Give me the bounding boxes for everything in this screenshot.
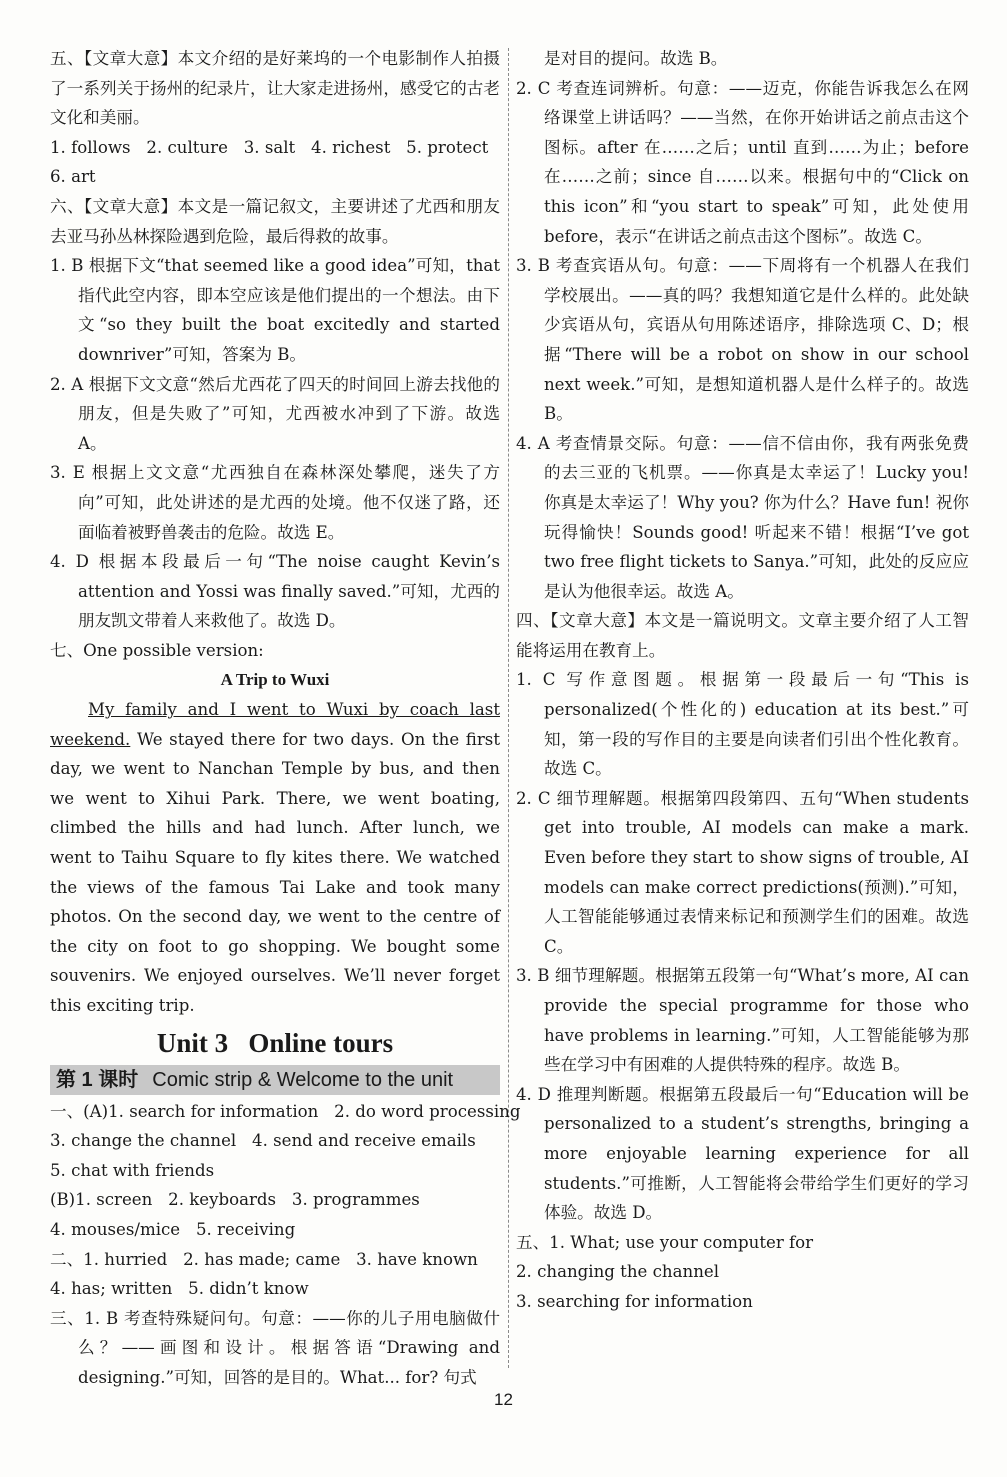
section-5-answers-2: 6. art: [50, 167, 96, 187]
left-column: [50, 44, 521, 1393]
essay-rest: We stayed there for two days. On the first day, we went to Nanchan Temple by bus, and then we went to Xihui Park. There, we went boating, climbed the hills and had lunch. After lunch, we went to Taihu Square to fly kites there. We watched the views of the famous Tai Lake and took many photos. On the second day, we went to the centre of the city on foot to go shopping. We bought some souvenirs. We enjoyed ourselves. We’ll never forget this exciting trip.: [50, 729, 500, 1015]
section-5-answers: 1. follows 2. culture 3. salt 4. richest 5. protect: [50, 137, 489, 157]
q2-line-2: 4. has; written 5. didn’t know: [50, 1279, 309, 1299]
right-column: [516, 44, 969, 1317]
section-6-q1: 1. B 根据下文“that seemed like a good idea”可知，that 指代此空内容，即本空应该是他们提出的一个想法。由下文“so they built the boat excitedly and started downriver”可知，答案为 B。: [50, 256, 500, 364]
q1-line-1: 一、(A)1. search for information 2. do word processing: [50, 1101, 521, 1121]
essay-body: [50, 695, 500, 1021]
q1-line-5: 4. mouses/mice 5. receiving: [50, 1219, 296, 1239]
q4-summary: 四、【文章大意】本文是一篇说明文。文章主要介绍了人工智能将运用在教育上。: [516, 611, 969, 660]
section-6-q3: 3. E 根据上文文意“尤西独自在森林深处攀爬，迷失了方向”可知，此处讲述的是尤西的处境。他不仅迷了路，还面临着被野兽袭击的危险。故选 E。: [50, 463, 500, 542]
q3-4: 4. A 考查情景交际。句意：——信不信由你，我有两张免费的去三亚的飞机票。——你真是太幸运了！Lucky you! 你真是太幸运了！Why you? 你为什么？Have fun! 祝你玩得愉快！Sounds good! 听起来不错！根据“I’ve got two free flight tickets to Sanya.”可知，此处的反应应是认为他很幸运。故选 A。: [516, 433, 969, 601]
q1-line-2: 3. change the channel 4. send and receive emails: [50, 1131, 476, 1151]
q4-4: 4. D 推理判断题。根据第五段最后一句“Education will be personalized to a student’s strengths, bringing a more enjoyable learning experience for all students.”可推断，人工智能将会带给学生们更好的学习体验。故选 D。: [516, 1084, 969, 1223]
q4-1: 1. C 写作意图题。根据第一段最后一句“This is personalized(个性化的) education at its best.”可知，第一段的写作目的主要是向读者们引出个性化教育。故选 C。: [516, 670, 969, 779]
lesson-title: Comic strip & Welcome to the unit: [152, 1068, 454, 1091]
section-6-q4: 4. D 根据本段最后一句“The noise caught Kevin’s attention and Yossi was finally saved.”可知，尤西的朋友凯文带着人来救他了。故选 D。: [50, 552, 500, 631]
essay-first-sentence: My family and I went to Wuxi by coach last weekend.: [50, 700, 500, 749]
q3-1: 三、1. B 考查特殊疑问句。句意：——你的儿子用电脑做什么？——画图和设计。根据答语“Drawing and designing.”可知，回答的是目的。What... for? 句式: [50, 1308, 500, 1387]
q4-2: 2. C 细节理解题。根据第四段第四、五句“When students get into trouble, AI models can make a mark. Even before they start to show signs of trouble, AI models can make correct predictions(预测).”可知，人工智能能够通过表情来标记和预测学生们的困难。故选 C。: [516, 788, 969, 956]
column-divider: [508, 48, 509, 1368]
q3-3: 3. B 考查宾语从句。句意：——下周将有一个机器人在我们学校展出。——真的吗？我想知道它是什么样的。此处缺少宾语从句，宾语从句用陈述语序，排除选项 C、D；根据“There will be a robot on show in our school next week.”可知，是想知道机器人是什么样子的。故选 B。: [516, 256, 969, 424]
q3-1-continued: 是对目的提问。故选 B。: [544, 49, 728, 68]
q5-3: 3. searching for information: [516, 1291, 753, 1311]
lesson-header: [50, 1065, 500, 1095]
q5-2: 2. changing the channel: [516, 1262, 720, 1282]
essay-title: A Trip to Wuxi: [220, 670, 330, 690]
section-6-summary: 六、【文章大意】本文是一篇记叙文，主要讲述了尤西和朋友去亚马孙丛林探险遇到危险，最后得救的故事。: [50, 196, 500, 246]
section-7-intro: 七、One possible version:: [50, 640, 264, 660]
q5-1: 五、1. What; use your computer for: [516, 1232, 814, 1252]
unit-title: Unit 3 Online tours: [156, 1027, 394, 1058]
q1-line-3: 5. chat with friends: [50, 1160, 215, 1180]
q4-3: 3. B 细节理解题。根据第五段第一句“What’s more, AI can provide the special programme for those who have problems in learning.”可知，人工智能能够为那些在学习中有困难的人提供特殊的程序。故选 B。: [516, 966, 969, 1075]
section-6-q2: 2. A 根据下文文意“然后尤西花了四天的时间回上游去找他的朋友，但是失败了”可知，尤西被水冲到了下游。故选 A。: [50, 374, 500, 453]
lesson-label: 第 1 课时: [56, 1068, 139, 1091]
section-5-summary: 五、【文章大意】本文介绍的是好莱坞的一个电影制作人拍摄了一系列关于扬州的纪录片，让大家走进扬州，感受它的古老文化和美丽。: [50, 49, 500, 128]
q1-line-4: (B)1. screen 2. keyboards 3. programmes: [50, 1190, 420, 1210]
q3-2: 2. C 考查连词辨析。句意：——迈克，你能告诉我怎么在网络课堂上讲话吗？——当然，在你开始讲话之前点击这个图标。after 在……之后；until 直到……为止；before 在……之前；since 自……以来。根据句中的“Click on this icon”和“you start to speak”可知，此处使用 before，表示“在讲话之前点击这个图标”。故选 C。: [516, 78, 969, 246]
page-number: 12: [494, 1390, 513, 1409]
q2-line-1: 二、1. hurried 2. has made; came 3. have known: [50, 1249, 478, 1269]
